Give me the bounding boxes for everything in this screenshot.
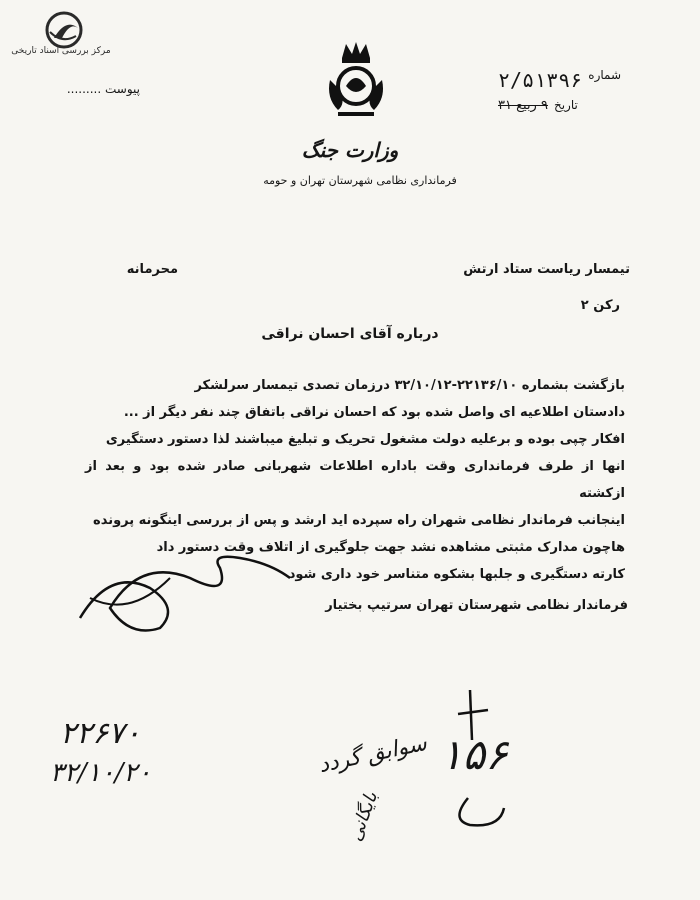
body-line: هاچون مدارک مثبتی مشاهده نشد جهت جلوگیری از اتلاف وقت دستور داد <box>156 540 625 556</box>
number-row <box>498 68 670 92</box>
letter-meta <box>498 68 670 119</box>
date-value: ۹ ربیع ۳۱ <box>498 98 548 113</box>
date-row <box>498 98 670 113</box>
handwritten-note-low: بایگانی <box>344 788 383 845</box>
handwritten-note-right: ۱۵۶ <box>440 730 508 779</box>
body-line: کارته دستگیری و جلبها بشکوه متناسر خود داری شود <box>288 567 625 583</box>
body-line: اینجانب فرماندار نظامی شهران راه سپرده اید ارشد و پس از بررسی اینگونه پرونده <box>93 513 625 529</box>
handwritten-number-1: ۲۲۶۷۰ <box>60 716 141 751</box>
handwritten-number-2: ۳۲/۱۰/۲۰ <box>50 758 152 788</box>
confidential-stamp: محرمانه <box>126 262 178 277</box>
body-line: بازگشت بشماره ۲۲۱۳۶/۱۰-۳۲/۱۰/۱۲ درزمان تصدی تیمسار سرلشکر <box>194 378 625 393</box>
body-line: دادستان اطلاعیه ای واصل شده بود که احسان نراقی باتفاق چند نفر دیگر از ... <box>123 405 625 421</box>
signature-line: فرماندار نظامی شهرستان تهران سرتیپ بختیار <box>325 598 628 613</box>
archive-logo <box>14 10 114 66</box>
handwritten-note-mid: سوابق گردد <box>316 730 429 779</box>
command-title: فرمانداری نظامی شهرستان تهران و حومه <box>263 174 457 187</box>
ministry-title: وزارت جنگ <box>301 138 399 162</box>
date-label: تاریخ <box>553 98 578 112</box>
archive-watermark-text: مرکز بررسی اسناد تاریخی <box>11 46 111 56</box>
handwritten-mark <box>440 680 520 830</box>
letter-subject: درباره آقای احسان نراقی <box>261 326 439 342</box>
crown-emblem-icon <box>316 40 396 120</box>
body-line: انها از طرف فرمانداری وقت باداره اطلاعات شهربانی صادر شده بود و بعد از ازکشته <box>85 459 625 502</box>
number-value: ۲/۵۱۳۹۶ <box>498 68 583 92</box>
department-ref: رکن ۲ <box>580 298 620 313</box>
attachment-value: ......... <box>66 82 102 96</box>
body-line: افکار چپی بوده و برعلیه دولت مشغول تحریک و تبلیغ میباشند لذا دستور دستگیری <box>105 432 625 448</box>
attachment-field <box>50 82 140 96</box>
signature-scribble <box>70 548 300 638</box>
attachment-label: پیوست <box>105 82 140 96</box>
recipient-line: تیمسار ریاست ستاد ارتش <box>463 262 630 277</box>
number-label: شماره <box>588 68 622 82</box>
